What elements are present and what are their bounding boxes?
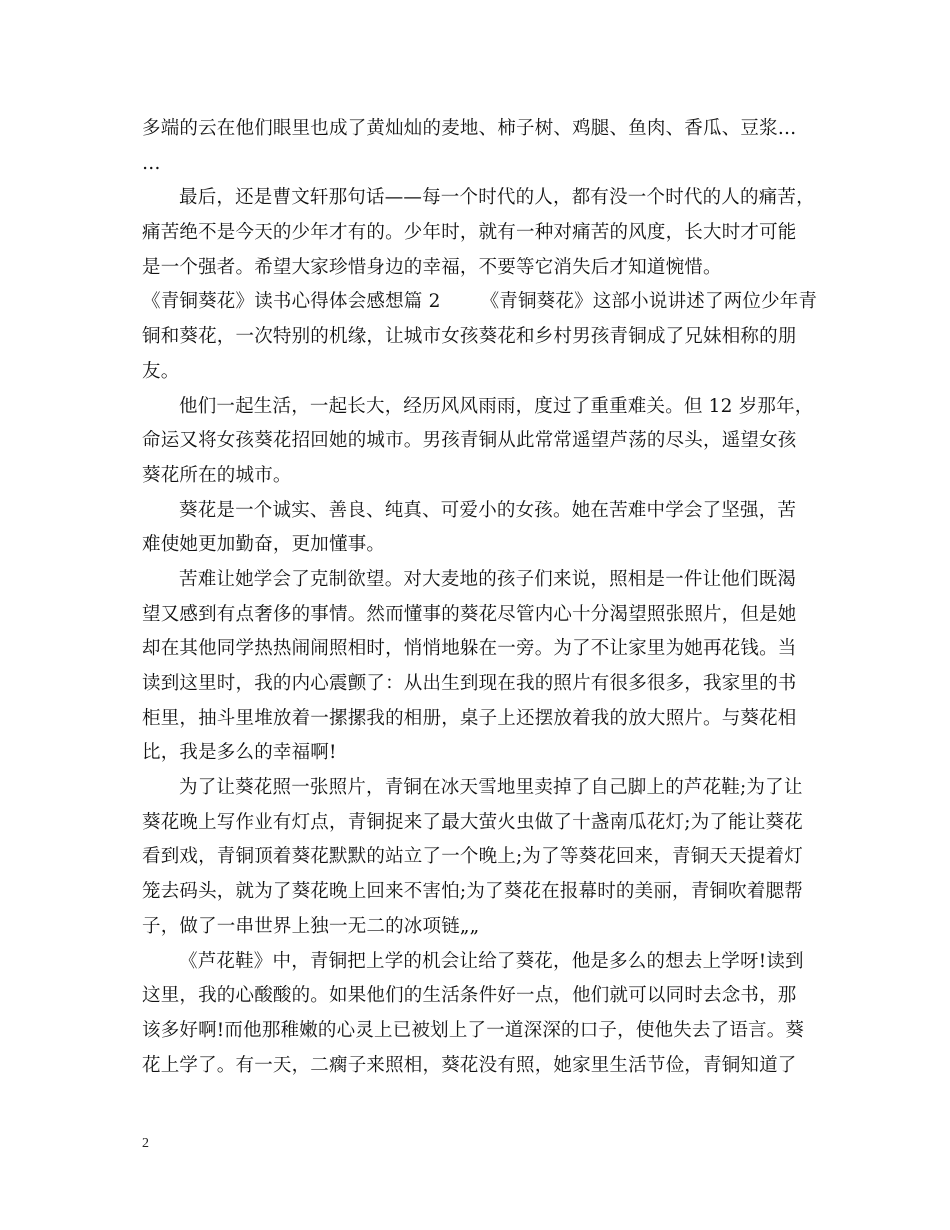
text-line: 铜和葵花，一次特别的机缘，让城市女孩葵花和乡村男孩青铜成了兄妹相称的朋 [142,326,797,348]
text-line: 是一个强者。希望大家珍惜身边的幸福，不要等它消失后才知道惋惜。 [142,256,722,278]
text-line: 葵花晚上写作业有灯点，青铜捉来了最大萤火虫做了十盏南瓜花灯;为了能让葵花 [142,811,803,833]
text-line: 花上学了。有一天，二瘸子来照相，葵花没有照，她家里生活节俭，青铜知道了 [142,1054,797,1076]
paragraph-start: 苦难让她学会了克制欲望。对大麦地的孩子们来说，照相是一件让他们既渴 [179,568,797,590]
text-line: 友。 [142,360,180,382]
text-line: 望又感到有点奢侈的事情。然而懂事的葵花尽管内心十分渴望照张照片，但是她 [142,603,797,625]
paragraph-start: 《芦花鞋》中，青铜把上学的机会让给了葵花，他是多么的想去上学呀!读到 [179,950,804,972]
text-line: 葵花所在的城市。 [142,464,292,486]
document-body [142,112,822,1083]
section-heading-line [142,285,822,320]
text-line: 该多好啊!而他那稚嫩的心灵上已被划上了一道深深的口子，使他失去了语言。葵 [142,1019,805,1041]
page-number: 2 [142,1136,149,1151]
text-line: 却在其他同学热热闹闹照相时，悄悄地躲在一旁。为了不让家里为她再花钱。当 [142,638,797,660]
text-line: 多端的云在他们眼里也成了黄灿灿的麦地、柿子树、鸡腿、鱼肉、香瓜、豆浆… [142,118,797,139]
paragraph-start: 他们一起生活，一起长大，经历风风雨雨，度过了重重难关。但 12 岁那年， [179,395,814,417]
text-line: 笼去码头，就为了葵花晚上回来不害怕;为了葵花在报幕时的美丽，青铜吹着腮帮 [142,881,803,903]
text-line: 命运又将女孩葵花招回她的城市。男孩青铜从此常常遥望芦荡的尽头，遥望女孩 [142,430,797,452]
section-title: 《青铜葵花》读书心得体会感想篇 2 [142,291,441,313]
text-line: … [142,152,161,174]
text-line: 子，做了一串世界上独一无二的冰项链„„ [142,915,480,937]
paragraph-start: 葵花是一个诚实、善良、纯真、可爱小的女孩。她在苦难中学会了坚强，苦 [179,499,797,521]
paragraph-start: 最后，还是曹文轩那句话——每一个时代的人，都有没一个时代的人的痛苦， [179,187,815,209]
text-line: 难使她更加勤奋，更加懂事。 [142,534,386,556]
text-line: 读到这里时，我的内心震颤了：从出生到现在我的照片有很多很多，我家里的书 [142,673,797,694]
text-line: 看到戏，青铜顶着葵花默默的站立了一个晚上;为了等葵花回来，青铜天天提着灯 [142,846,803,868]
paragraph-start: 为了让葵花照一张照片，青铜在冰天雪地里卖掉了自己脚上的芦花鞋;为了让 [179,777,803,799]
text-line: 比，我是多么的幸福啊! [142,742,337,764]
section-lead-text: 《青铜葵花》这部小说讲述了两位少年青 [480,291,818,313]
text-line: 这里，我的心酸酸的。如果他们的生活条件好一点，他们就可以同时去念书，那 [142,985,797,1007]
text-line: 柜里，抽斗里堆放着一摞摞我的相册，桌子上还摆放着我的放大照片。与葵花相 [142,707,797,729]
text-line: 痛苦绝不是今天的少年才有的。少年时，就有一种对痛苦的风度，长大时才可能 [142,222,797,244]
